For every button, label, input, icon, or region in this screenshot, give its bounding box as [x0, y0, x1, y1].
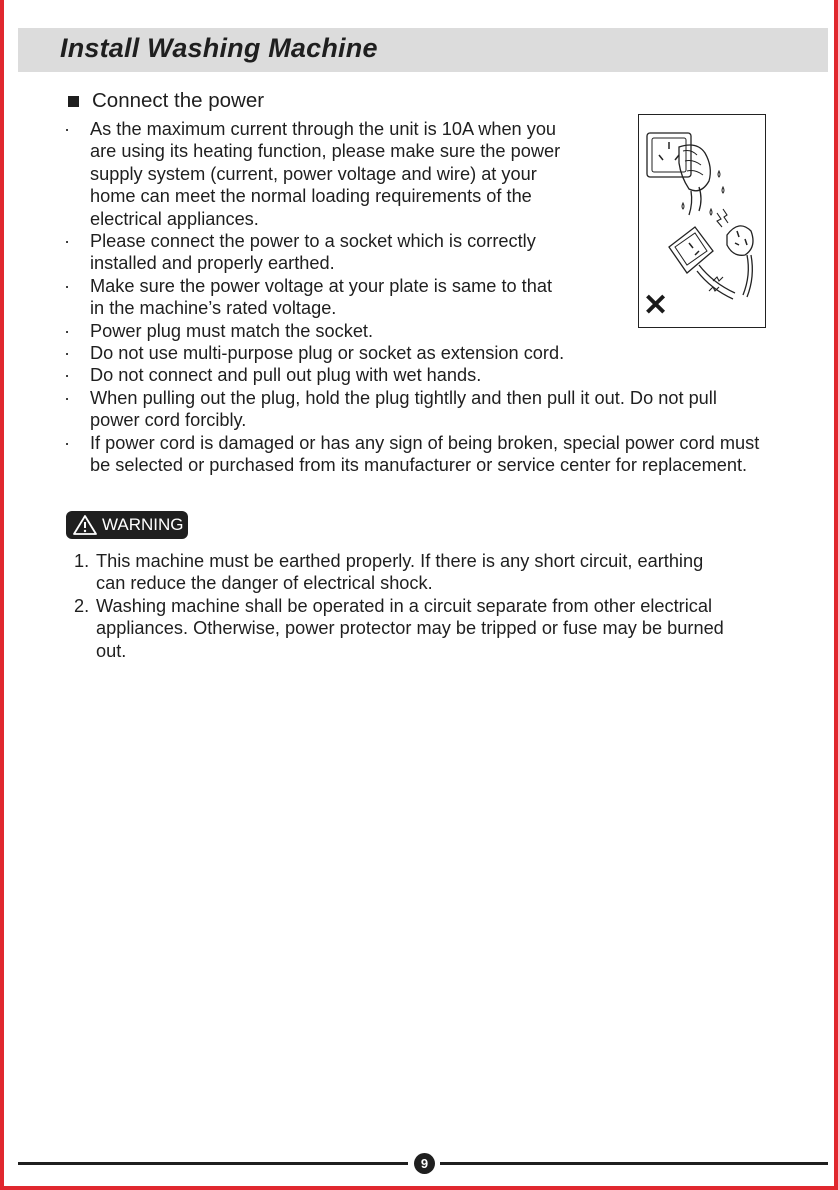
warning-triangle-icon — [72, 514, 98, 536]
warning-label: WARNING — [102, 515, 184, 534]
item-number: 1. — [74, 551, 90, 571]
list-item: · If power cord is damaged or has any sign of being broken, special power cord must be selected or purchased from its manufacturer or service center for replacement. — [64, 432, 764, 477]
list-item: · Power plug must match the socket. — [64, 320, 764, 342]
header-band — [18, 28, 828, 72]
wet-hands-illustration — [638, 114, 766, 328]
page-title: Install Washing Machine — [60, 33, 378, 63]
warning-badge — [66, 511, 188, 539]
list-item: · Do not connect and pull out plug with wet hands. — [64, 364, 764, 386]
footer-rule-left — [18, 1162, 408, 1165]
list-item — [74, 550, 734, 595]
section-heading-label: Connect the power — [92, 89, 265, 112]
square-bullet-icon — [68, 96, 79, 107]
page-number: 9 — [414, 1153, 435, 1174]
list-item: · When pulling out the plug, hold the plug tightlly and then pull it out. Do not pull power cord forcibly. — [64, 387, 764, 432]
item-text: Washing machine shall be operated in a circuit separate from other electrical appliances. Otherwise, power protector may be tripped or fuse may be burned out. — [96, 595, 724, 661]
warning-list — [74, 550, 734, 662]
section-heading — [68, 89, 264, 113]
item-text: This machine must be earthed properly. If there is any short circuit, earthing can reduce the danger of electrical shock. — [96, 551, 704, 594]
list-item: · Do not use multi-purpose plug or socket as extension cord. — [64, 342, 764, 364]
prohibited-x-icon: ✕ — [643, 289, 669, 322]
footer-rule-right — [440, 1162, 828, 1165]
list-item: · As the maximum current through the unit is 10A when you are using its heating function, please make sure the power supply system (current, power voltage and wire) at your home can meet the normal loading requirements of the electrical appliances. — [64, 118, 570, 230]
list-item: · Make sure the power voltage at your plate is same to that in the machine’s rated voltage. — [64, 275, 560, 320]
item-number: 2. — [74, 595, 90, 616]
list-item: · Please connect the power to a socket which is correctly installed and properly earthed. — [64, 230, 590, 275]
list-item — [74, 595, 734, 662]
